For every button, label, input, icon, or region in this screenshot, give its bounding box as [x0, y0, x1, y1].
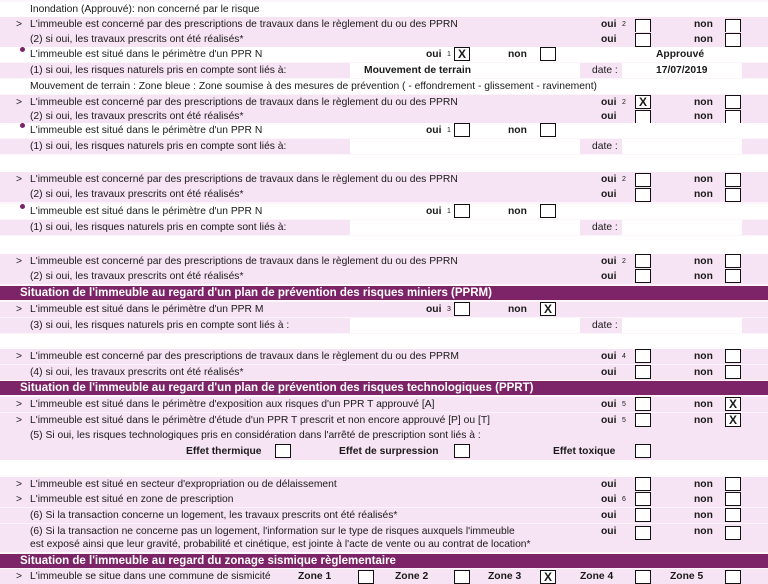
effet-thermique-checkbox[interactable] [275, 444, 291, 458]
pprt-non-logement-line1: (6) Si la transaction ne concerne pas un logement, l'information sur le type de risques auxquels l'immeuble [30, 526, 515, 537]
non-label: non [694, 97, 713, 108]
chevron-icon: > [16, 415, 23, 426]
footnote-2: 2 [622, 176, 626, 183]
pprm-risques-question: (3) si oui, les risques naturels pris en compte sont liés à : [30, 320, 290, 331]
oui-label: oui [601, 19, 617, 30]
footnote-2: 2 [622, 99, 626, 106]
g2-travaux-row [0, 95, 768, 110]
oui-label: oui [601, 479, 617, 490]
chevron-icon: > [16, 399, 23, 410]
oui-label: oui [601, 351, 617, 362]
non-label: non [694, 271, 713, 282]
pprt-expo-row [0, 397, 768, 412]
oui-label: oui [601, 271, 617, 282]
g3-ppr-row [0, 204, 768, 219]
effet-toxique-label: Effet toxique [553, 446, 616, 457]
g1-travaux-non-checkbox[interactable] [725, 19, 741, 33]
footnote-5: 5 [622, 417, 626, 424]
non-label: non [694, 111, 713, 122]
pprm-header-text: Situation de l'immeuble au regard d'un plan de prévention des risques miniers (PPRM) [20, 287, 492, 299]
non-label: non [694, 510, 713, 521]
effet-surpression-label: Effet de surpression [339, 446, 439, 457]
non-label: non [694, 256, 713, 267]
footnote-6: 6 [622, 496, 626, 503]
zone-5-label: Zone 5 [670, 571, 704, 582]
g1-zone-row [0, 79, 768, 94]
effet-surpression-checkbox[interactable] [454, 444, 470, 458]
non-label: non [694, 19, 713, 30]
sismique-header-text: Situation de l'immeuble au regard du zonage sismique règlementaire [20, 555, 396, 567]
g3-ppr-question: L'immeuble est situé dans le périmètre d'un PPR N [30, 206, 263, 217]
pprt-risques-question: (5) Si oui, les risques technologiques pris en considération dans l'arrêté de prescription sont liés à : [30, 430, 481, 441]
g1-zone-text: Mouvement de terrain : Zone bleue : Zone soumise à des mesures de prévention ( - effondrement - glissement - ravinement) [30, 81, 597, 92]
non-label: non [694, 34, 713, 45]
pprt-logement-question: (6) Si la transaction concerne un logement, les travaux prescrits ont été réalisés* [30, 510, 398, 521]
effet-thermique-label: Effet thermique [186, 446, 262, 457]
pprm-blank-row [0, 334, 768, 349]
g3-realises-non-checkbox[interactable] [725, 188, 741, 202]
g3-risques-row [0, 220, 768, 235]
pprt-expropriation-question: L'immeuble est situé en secteur d'expropriation ou de délaissement [30, 479, 337, 490]
oui-label: oui [426, 49, 442, 60]
g4-realises-oui-checkbox[interactable] [635, 269, 651, 283]
pprt-expropriation-row [0, 477, 768, 492]
oui-label: oui [601, 415, 617, 426]
pprm-ppr-row [0, 302, 768, 317]
pprm-travaux-row [0, 349, 768, 364]
oui-label: oui [601, 34, 617, 45]
g3-realises-oui-checkbox[interactable] [635, 188, 651, 202]
g4-travaux-non-checkbox[interactable] [725, 254, 741, 268]
g3-ppr-oui-checkbox[interactable] [454, 204, 470, 218]
zone-4-label: Zone 4 [580, 571, 614, 582]
chevron-icon: > [16, 351, 23, 362]
g1-realises-non-checkbox[interactable] [725, 33, 741, 47]
pprt-expo-oui-checkbox[interactable] [635, 397, 651, 411]
g1-travaux-question: L'immeuble est concerné par des prescriptions de travaux dans le règlement du ou des PPRN [30, 19, 458, 30]
oui-label: oui [601, 111, 617, 122]
pprt-expropriation-oui-checkbox[interactable] [635, 477, 651, 491]
pprm-realises-non-checkbox[interactable] [725, 365, 741, 379]
pprt-etude-oui-checkbox[interactable] [635, 413, 651, 427]
pprt-prescription-oui-checkbox[interactable] [635, 492, 651, 506]
zone-2-label: Zone 2 [395, 571, 429, 582]
non-label: non [694, 351, 713, 362]
non-label: non [508, 125, 527, 136]
non-label: non [694, 479, 713, 490]
g3-travaux-row [0, 172, 768, 187]
g2-risques-question: (1) si oui, les risques naturels pris en compte sont liés à: [30, 141, 287, 152]
zone-2-checkbox[interactable] [454, 570, 470, 584]
pprt-non-logement-non-checkbox[interactable] [725, 526, 741, 540]
g1-ppr-oui-checkbox[interactable]: X [454, 47, 470, 61]
g3-risk-field[interactable] [350, 220, 580, 235]
g2-travaux-non-checkbox[interactable] [725, 95, 741, 109]
g3-risques-question: (1) si oui, les risques naturels pris en compte sont liés à: [30, 222, 287, 233]
zone-4-checkbox[interactable] [635, 570, 651, 584]
pprt-etude-non-checkbox[interactable]: X [725, 413, 741, 427]
sismique-section-header [0, 554, 768, 568]
g2-date-field[interactable] [622, 139, 742, 154]
pprt-non-logement-row [0, 524, 768, 552]
pprt-etude-row [0, 413, 768, 428]
pprt-etude-question: L'immeuble est situé dans le périmètre d'étude d'un PPR T prescrit et non encore approuvé [P] ou [T] [30, 415, 490, 426]
chevron-icon: > [16, 256, 23, 267]
g1-risques-row [0, 63, 768, 78]
pprm-ppr-non-checkbox[interactable]: X [540, 302, 556, 316]
pprt-prescription-non-checkbox[interactable] [725, 492, 741, 506]
g2-ppr-row [0, 123, 768, 138]
flood-status-text: Inondation (Approuvé): non concerné par le risque [30, 4, 260, 15]
g2-realises-non-checkbox[interactable] [725, 110, 741, 124]
oui-label: oui [426, 206, 442, 217]
chevron-icon: > [16, 304, 23, 315]
bullet-icon [20, 47, 25, 52]
pprt-expropriation-non-checkbox[interactable] [725, 477, 741, 491]
pprm-realises-question: (4) si oui, les travaux prescrits ont été réalisés* [30, 367, 244, 378]
pprt-prescription-row [0, 492, 768, 507]
chevron-icon: > [16, 571, 23, 582]
g4-realises-row [0, 269, 768, 284]
footnote-5: 5 [622, 401, 626, 408]
pprm-travaux-question: L'immeuble est concerné par des prescriptions de travaux dans le règlement du ou des PPRM [30, 351, 459, 362]
oui-label: oui [601, 367, 617, 378]
chevron-icon: > [16, 174, 23, 185]
g1-risk-value: Mouvement de terrain [364, 65, 471, 76]
pprm-travaux-non-checkbox[interactable] [725, 349, 741, 363]
pprt-prescription-question: L'immeuble est situé en zone de prescription [30, 494, 234, 505]
g2-ppr-question: L'immeuble est situé dans le périmètre d'un PPR N [30, 125, 263, 136]
date-label: date : [592, 222, 618, 233]
g1-ppr-row [0, 47, 768, 62]
footnote-2: 2 [622, 21, 626, 28]
effet-toxique-checkbox[interactable] [635, 444, 651, 458]
pprt-logement-oui-checkbox[interactable] [635, 508, 651, 522]
pprt-non-logement-oui-checkbox[interactable] [635, 526, 651, 540]
g2-risques-row [0, 139, 768, 154]
date-label: date : [592, 320, 618, 331]
pprt-section-header [0, 381, 768, 395]
date-label: date : [592, 65, 618, 76]
oui-label: oui [601, 256, 617, 267]
g4-travaux-question: L'immeuble est concerné par des prescriptions de travaux dans le règlement du ou des PPRN [30, 256, 458, 267]
pprm-ppr-oui-checkbox[interactable] [454, 302, 470, 316]
g1-travaux-oui-checkbox[interactable] [635, 19, 651, 33]
g3-travaux-oui-checkbox[interactable] [635, 173, 651, 187]
g2-ppr-oui-checkbox[interactable] [454, 123, 470, 137]
non-label: non [694, 174, 713, 185]
footnote-1: 1 [447, 127, 451, 134]
pprm-risques-row [0, 318, 768, 333]
chevron-icon: > [16, 479, 23, 490]
non-label: non [508, 206, 527, 217]
g1-risques-question: (1) si oui, les risques naturels pris en compte sont liés à: [30, 65, 287, 76]
non-label: non [694, 415, 713, 426]
g3-travaux-question: L'immeuble est concerné par des prescriptions de travaux dans le règlement du ou des PPRN [30, 174, 458, 185]
oui-label: oui [426, 304, 442, 315]
pprm-risk-field[interactable] [350, 318, 580, 333]
pprt-blank-row [0, 460, 768, 477]
oui-label: oui [426, 125, 442, 136]
pprt-expo-question: L'immeuble est situé dans le périmètre d'exposition aux risques d'un PPR T approuvé [A] [30, 399, 435, 410]
flood-status-row [0, 2, 768, 17]
chevron-icon: > [16, 19, 23, 30]
g1-ppr-non-checkbox[interactable] [540, 47, 556, 61]
non-label: non [694, 189, 713, 200]
non-label: non [508, 304, 527, 315]
pprm-date-field[interactable] [622, 318, 742, 333]
sismique-question: L'immeuble se situe dans une commune de sismicité [30, 571, 271, 582]
g2-travaux-oui-checkbox[interactable]: X [635, 95, 651, 109]
footnote-1: 1 [447, 51, 451, 58]
pprm-travaux-oui-checkbox[interactable] [635, 349, 651, 363]
pprt-logement-row [0, 508, 768, 523]
sismique-row [0, 569, 768, 584]
bullet-icon [20, 204, 25, 209]
non-label: non [694, 494, 713, 505]
g2-realises-oui-checkbox[interactable] [635, 110, 651, 124]
oui-label: oui [601, 189, 617, 200]
g3-ppr-non-checkbox[interactable] [540, 204, 556, 218]
zone-1-checkbox[interactable] [358, 570, 374, 584]
g4-realises-question: (2) si oui, les travaux prescrits ont été réalisés* [30, 271, 244, 282]
oui-label: oui [601, 526, 617, 537]
footnote-2: 2 [622, 258, 626, 265]
g2-realises-row [0, 109, 768, 124]
date-label: date : [592, 141, 618, 152]
chevron-icon: > [16, 494, 23, 505]
g3-travaux-non-checkbox[interactable] [725, 173, 741, 187]
pprt-effets-row [0, 443, 768, 460]
g3-realises-question: (2) si oui, les travaux prescrits ont été réalisés* [30, 189, 244, 200]
oui-label: oui [601, 494, 617, 505]
zone-3-label: Zone 3 [488, 571, 522, 582]
g1-realises-question: (2) si oui, les travaux prescrits ont été réalisés* [30, 34, 244, 45]
footnote-4: 4 [622, 353, 626, 360]
footnote-3: 3 [447, 306, 451, 313]
non-label: non [694, 399, 713, 410]
zone-3-checkbox[interactable]: X [540, 570, 556, 584]
g3-blank-row [0, 236, 768, 254]
g1-travaux-row [0, 17, 768, 32]
g3-date-field[interactable] [622, 220, 742, 235]
pprm-realises-row [0, 365, 768, 380]
g1-realises-row [0, 32, 768, 47]
pprm-ppr-question: L'immeuble est situé dans le périmètre d'un PPR M [30, 304, 264, 315]
footnote-1: 1 [447, 208, 451, 215]
g2-risk-field[interactable] [350, 139, 580, 154]
g2-travaux-question: L'immeuble est concerné par des prescriptions de travaux dans le règlement du ou des PPRN [30, 97, 458, 108]
g2-blank-row [0, 155, 768, 172]
oui-label: oui [601, 174, 617, 185]
non-label: non [694, 367, 713, 378]
g1-status: Approuvé [656, 49, 705, 60]
zone-5-checkbox[interactable] [725, 570, 741, 584]
g2-ppr-non-checkbox[interactable] [540, 123, 556, 137]
g4-travaux-row [0, 254, 768, 269]
pprt-expo-non-checkbox[interactable]: X [725, 397, 741, 411]
pprm-realises-oui-checkbox[interactable] [635, 365, 651, 379]
oui-label: oui [601, 97, 617, 108]
pprt-header-text: Situation de l'immeuble au regard d'un plan de prévention des risques technologiques (PPRT) [20, 382, 534, 394]
g1-date-value: 17/07/2019 [656, 65, 708, 76]
non-label: non [508, 49, 527, 60]
oui-label: oui [601, 399, 617, 410]
pprt-risques-row [0, 428, 768, 443]
pprm-section-header [0, 286, 768, 300]
non-label: non [694, 526, 713, 537]
g4-realises-non-checkbox[interactable] [725, 269, 741, 283]
g3-realises-row [0, 187, 768, 202]
g4-travaux-oui-checkbox[interactable] [635, 254, 651, 268]
bullet-icon [20, 123, 25, 128]
chevron-icon: > [16, 97, 23, 108]
oui-label: oui [601, 510, 617, 521]
g2-realises-question: (2) si oui, les travaux prescrits ont été réalisés* [30, 111, 244, 122]
pprt-logement-non-checkbox[interactable] [725, 508, 741, 522]
zone-1-label: Zone 1 [298, 571, 332, 582]
pprt-non-logement-line2: est exposé ainsi que leur gravité, probabilité et cinétique, est jointe à l'acte de vente ou au contrat de location* [30, 539, 531, 550]
g1-realises-oui-checkbox[interactable] [635, 33, 651, 47]
g1-ppr-question: L'immeuble est situé dans le périmètre d'un PPR N [30, 49, 263, 60]
